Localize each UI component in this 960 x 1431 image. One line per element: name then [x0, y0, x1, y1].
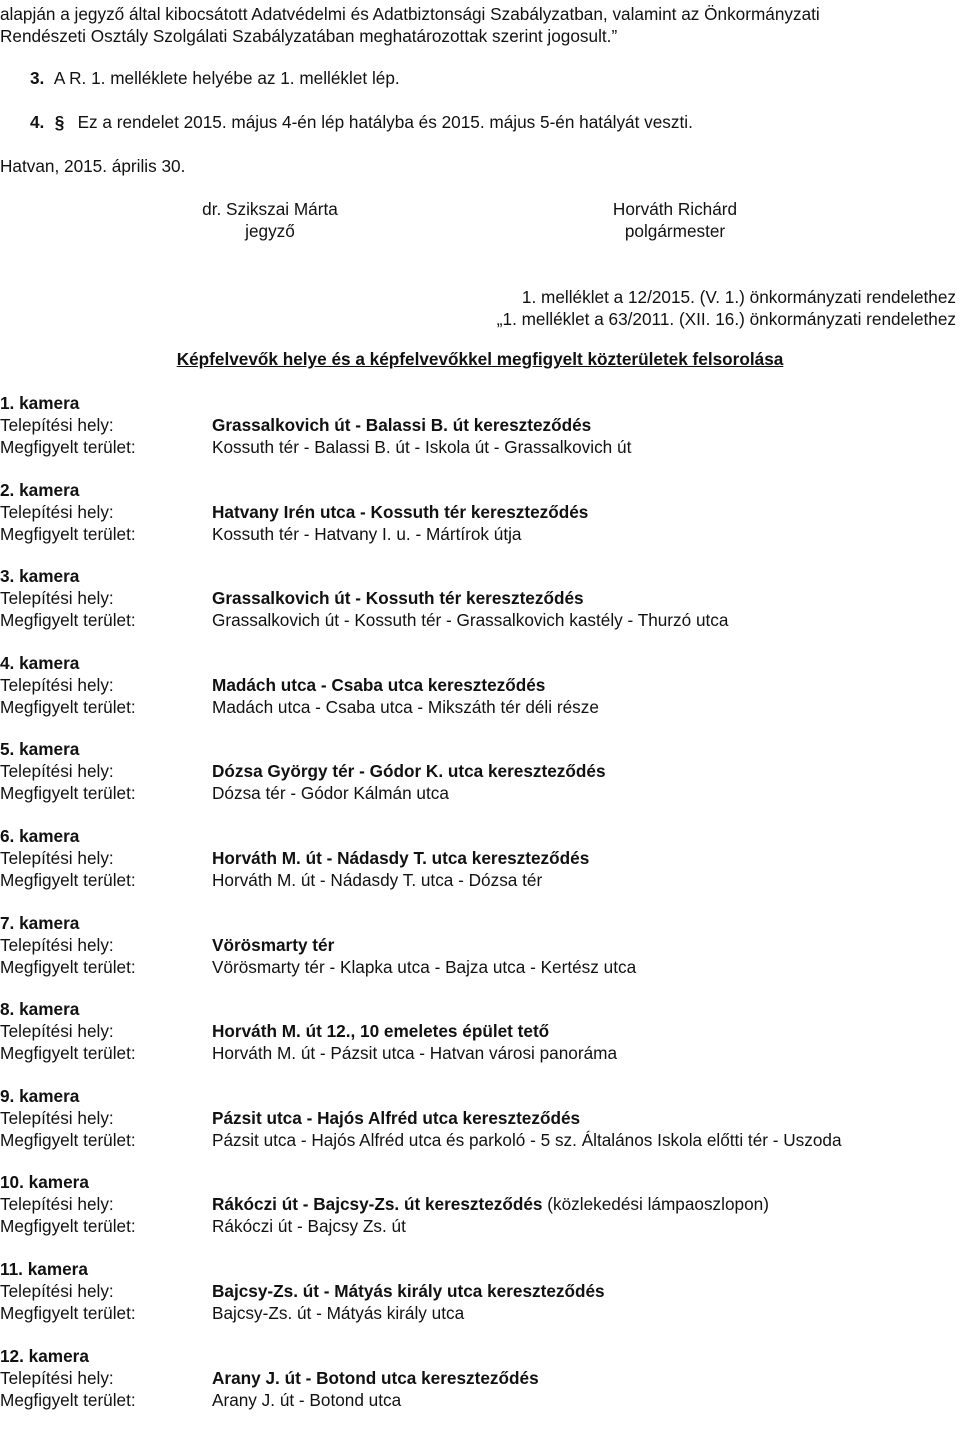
camera-entry [0, 912, 960, 999]
install-location: Bajcsy-Zs. út - Mátyás király utca kereszteződés [212, 1280, 605, 1301]
install-location: Hatvany Irén utca - Kossuth tér kereszteződés [212, 501, 589, 522]
install-location: Vörösmarty tér [212, 934, 335, 955]
camera-title: 10. kamera [0, 1172, 89, 1193]
install-extra: (közlekedési lámpaoszlopon) [547, 1194, 769, 1215]
camera-entry [0, 825, 960, 912]
install-label: Telepítési hely: [0, 1021, 114, 1042]
camera-title: 8. kamera [0, 999, 80, 1020]
install-label: Telepítési hely: [0, 588, 114, 609]
signature-notary [185, 198, 355, 242]
item-text: A R. 1. melléklete helyébe az 1. melléklet lép. [53, 68, 400, 88]
install-location: Madách utca - Csaba utca kereszteződés [212, 674, 546, 695]
install-location: Pázsit utca - Hajós Alfréd utca kereszteződés [212, 1107, 581, 1128]
install-label: Telepítési hely: [0, 761, 114, 782]
signature-name: Horváth Richárd [612, 199, 738, 219]
annex-references [497, 286, 956, 330]
install-label: Telepítési hely: [0, 847, 114, 868]
camera-title: 6. kamera [0, 825, 80, 846]
observed-area: Rákóczi út - Bajcsy Zs. út [212, 1216, 406, 1237]
observed-area: Dózsa tér - Gódor Kálmán utca [212, 783, 449, 804]
observed-area: Horváth M. út - Pázsit utca - Hatvan városi panoráma [212, 1043, 618, 1064]
install-label: Telepítési hely: [0, 415, 114, 435]
install-label: Telepítési hely: [0, 501, 114, 522]
install-label: Telepítési hely: [0, 674, 114, 695]
observed-label: Megfigyelt terület: [0, 696, 136, 717]
observed-label: Megfigyelt terület: [0, 1389, 136, 1410]
observed-label: Megfigyelt terület: [0, 523, 136, 544]
install-location: Dózsa György tér - Gódor K. utca kereszteződés [212, 761, 606, 782]
observed-area: Arany J. út - Botond utca [212, 1389, 402, 1410]
camera-title: 3. kamera [0, 566, 80, 587]
intro-line-2: Rendészeti Osztály Szolgálati Szabályzatában meghatározottak szerint jogosult.” [0, 26, 618, 46]
camera-entry [0, 998, 960, 1085]
observed-area: Pázsit utca - Hajós Alfréd utca és parkoló - 5 sz. Általános Iskola előtti tér - Uszoda [212, 1129, 842, 1150]
camera-entry [0, 565, 960, 652]
install-location: Grassalkovich út - Balassi B. út kereszteződés [212, 415, 592, 435]
install-location: Arany J. út - Botond utca kereszteződés [212, 1367, 539, 1388]
camera-title: 5. kamera [0, 739, 80, 760]
observed-area: Kossuth tér - Hatvany I. u. - Mártírok útja [212, 523, 522, 544]
camera-list [0, 392, 960, 1431]
observed-label: Megfigyelt terület: [0, 1302, 136, 1323]
install-location: Horváth M. út 12., 10 emeletes épület tető [212, 1021, 550, 1042]
item-4 [30, 111, 693, 133]
camera-entry [0, 652, 960, 739]
place-date: Hatvan, 2015. április 30. [0, 156, 186, 176]
camera-title: 1. kamera [0, 393, 80, 413]
camera-entry [0, 392, 960, 479]
camera-title: 7. kamera [0, 912, 80, 933]
camera-entry [0, 1171, 960, 1258]
camera-title: 11. kamera [0, 1258, 88, 1279]
signature-role: jegyző [245, 221, 295, 241]
install-label: Telepítési hely: [0, 1367, 114, 1388]
item-number: 3. [30, 68, 45, 88]
observed-area: Bajcsy-Zs. út - Mátyás király utca [212, 1302, 465, 1323]
camera-entry [0, 1258, 960, 1345]
observed-label: Megfigyelt terület: [0, 1216, 136, 1237]
observed-area: Kossuth tér - Balassi B. út - Iskola út - Grassalkovich út [212, 437, 632, 457]
item-3 [30, 67, 400, 89]
camera-title: 12. kamera [0, 1345, 89, 1366]
section-heading: Képfelvevők helye és a képfelvevőkkel megfigyelt közterületek felsorolása [176, 349, 784, 369]
observed-label: Megfigyelt terület: [0, 1129, 136, 1150]
camera-entry [0, 1085, 960, 1172]
install-label: Telepítési hely: [0, 934, 114, 955]
install-location: Horváth M. út - Nádasdy T. utca kereszteződés [212, 847, 590, 868]
intro-line-1: alapján a jegyző által kibocsátott Adatvédelmi és Adatbiztonsági Szabályzatban, valamint az Önkormányzati [0, 4, 820, 24]
camera-title: 9. kamera [0, 1085, 80, 1106]
install-label: Telepítési hely: [0, 1107, 114, 1128]
signature-name: dr. Szikszai Márta [202, 199, 338, 219]
observed-area: Vörösmarty tér - Klapka utca - Bajza utca - Kertész utca [212, 956, 637, 977]
observed-label: Megfigyelt terület: [0, 869, 136, 890]
install-location: Grassalkovich út - Kossuth tér kereszteződés [212, 588, 584, 609]
observed-label: Megfigyelt terület: [0, 783, 136, 804]
observed-area: Madách utca - Csaba utca - Mikszáth tér déli része [212, 696, 599, 717]
observed-area: Grassalkovich út - Kossuth tér - Grassalkovich kastély - Thurzó utca [212, 610, 729, 631]
observed-label: Megfigyelt terület: [0, 437, 136, 457]
camera-entry [0, 738, 960, 825]
camera-title: 4. kamera [0, 652, 80, 673]
signature-role: polgármester [624, 221, 726, 241]
annex-ref-1: 1. melléklet a 12/2015. (V. 1.) önkormányzati rendelethez [521, 287, 956, 307]
observed-label: Megfigyelt terület: [0, 956, 136, 977]
item-number: 4. [30, 112, 45, 132]
signature-mayor [580, 198, 770, 242]
install-label: Telepítési hely: [0, 1194, 114, 1215]
camera-title: 2. kamera [0, 479, 80, 500]
install-label: Telepítési hely: [0, 1280, 114, 1301]
install-location: Rákóczi út - Bajcsy-Zs. út kereszteződés [212, 1194, 543, 1215]
camera-entry [0, 479, 960, 566]
annex-ref-2: „1. melléklet a 63/2011. (XII. 16.) önkormányzati rendelethez [496, 309, 956, 329]
camera-entry [0, 1345, 960, 1431]
observed-label: Megfigyelt terület: [0, 1043, 136, 1064]
observed-label: Megfigyelt terület: [0, 610, 136, 631]
intro-paragraph [0, 3, 958, 47]
section-sign: § [54, 112, 65, 132]
item-text: Ez a rendelet 2015. május 4-én lép hatályba és 2015. május 5-én hatályát veszti. [77, 112, 693, 132]
observed-area: Horváth M. út - Nádasdy T. utca - Dózsa tér [212, 869, 543, 890]
